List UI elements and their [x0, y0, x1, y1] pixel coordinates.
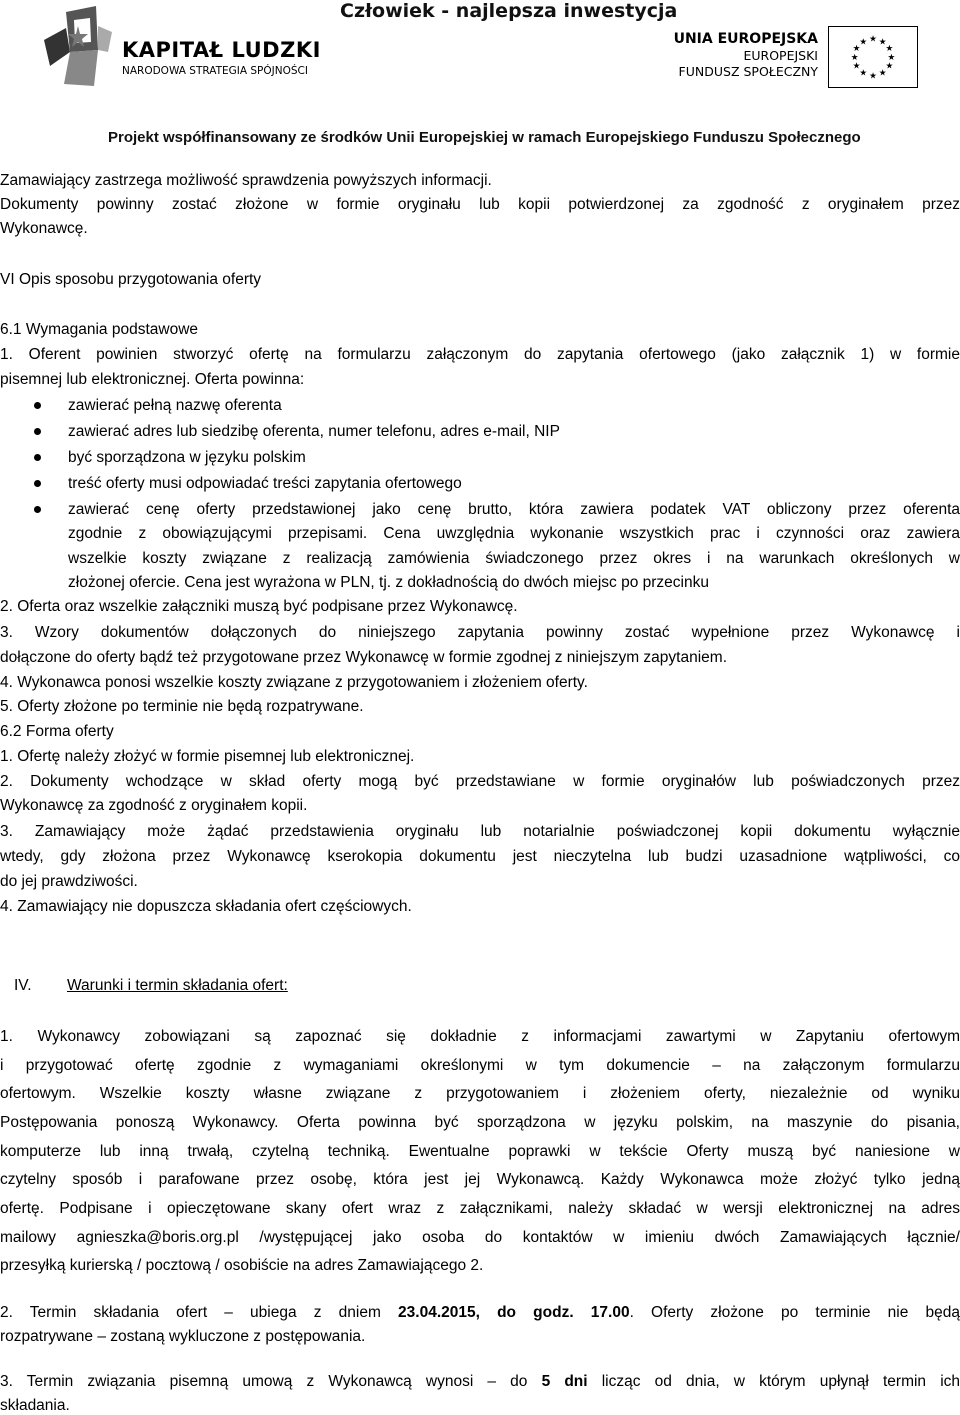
svg-text:★: ★	[878, 37, 887, 48]
list-item: zawierać pełną nazwę oferenta	[68, 397, 282, 414]
list-item-line: wszelkie koszty związane z realizacją zamówienia świadczonego przez okres i na warunkach określonych w	[68, 550, 960, 567]
subsection-heading: 6.1 Wymagania podstawowe	[0, 321, 199, 338]
paragraph-line: czytelny sposób i parafowane przez osobę, która jest jej Wykonawcą. Każdy Wykonawca może złożyć tylko jedną	[0, 1171, 960, 1188]
eu-line-1: UNIA EUROPEJSKA	[673, 31, 818, 47]
paragraph-line: 1. Ofertę należy złożyć w formie pisemnej lub elektronicznej.	[0, 748, 415, 765]
paragraph-line: 3. Zamawiający może żądać przedstawienia oryginału lub notarialnie poświadczonej kopii dokumentu wyłącznie	[0, 823, 960, 840]
paragraph-line	[0, 1303, 960, 1323]
paragraph-line: Postępowania ponoszą Wykonawcy. Oferta powinna być sporządzona w języku polskim, na maszynie do pisania,	[0, 1114, 960, 1131]
paragraph-line: 1. Wykonawcy zobowiązani są zapoznać się dokładnie z informacjami zawartymi w Zapytaniu ofertowym	[0, 1028, 960, 1045]
subsection-heading: 6.2 Forma oferty	[0, 723, 114, 740]
kapital-ludzki-subtitle: NARODOWA STRATEGIA SPÓJNOŚCI	[122, 65, 308, 77]
svg-text:★: ★	[878, 68, 887, 79]
svg-text:★: ★	[885, 61, 894, 72]
kapital-ludzki-title: KAPITAŁ LUDZKI	[122, 38, 321, 62]
svg-text:★: ★	[859, 68, 868, 79]
paragraph-line: wtedy, gdy złożona przez Wykonawcę kserokopia dokumentu jest nieczytelna lub budzi uzasadnione wątpliwości, co	[0, 848, 960, 865]
list-item-line: złożonej ofercie. Cena jest wyrażona w PLN, tj. z dokładnością do dwóch miejsc po przecinku	[68, 574, 709, 591]
eu-line-2: EUROPEJSKI	[743, 48, 818, 63]
paragraph-line: przesyłką kurierską / pocztową / osobiście na adres Zamawiającego 2.	[0, 1257, 484, 1274]
paragraph-line: do jej prawdziwości.	[0, 873, 138, 890]
section-heading: Warunki i termin składania ofert:	[67, 977, 288, 994]
bullet-icon	[34, 454, 41, 461]
binding-text-end: licząc od dnia, w którym upłynął termin ich	[587, 1373, 960, 1390]
binding-days: 5 dni	[541, 1373, 588, 1390]
binding-text-start: 3. Termin związania pisemną umową z Wykonawcą wynosi – do	[0, 1373, 542, 1390]
paragraph-line: dołączone do oferty bądź też przygotowane przez Wykonawcę w formie zgodnej z niniejszym zapytaniem.	[0, 649, 727, 666]
paragraph-line: 5. Oferty złożone po terminie nie będą rozpatrywane.	[0, 698, 364, 715]
paragraph-line: ofertę. Podpisane i opieczętowane skany ofert wraz z załącznikami, należy składać w wersji elektronicznej na adres	[0, 1200, 960, 1217]
paragraph-line: komputerze lub inną trwałą, czytelną techniką. Ewentualne poprawki w tekście Oferty muszą być naniesione w	[0, 1143, 960, 1160]
section-heading: VI Opis sposobu przygotowania oferty	[0, 271, 262, 288]
document-header	[0, 0, 960, 155]
paragraph-line: mailowy agnieszka@boris.org.pl /występującej jako osoba do kontaktów w imieniu dwóch Zamawiających łącznie/	[0, 1229, 960, 1246]
kapital-ludzki-logo-icon	[44, 6, 116, 86]
paragraph-line: Dokumenty powinny zostać złożone w formie oryginału lub kopii potwierdzonej za zgodność z oryginałem przez	[0, 196, 960, 213]
paragraph-line	[0, 1372, 960, 1392]
eu-flag-icon	[828, 26, 918, 88]
paragraph-line: ofertowym. Wszelkie koszty własne związane z przygotowaniem i złożeniem oferty, niezależnie od wyniku	[0, 1085, 960, 1102]
svg-text:★: ★	[850, 52, 859, 63]
paragraph-line: składania.	[0, 1397, 70, 1414]
deadline-date: 23.04.2015, do godz. 17.00	[398, 1304, 630, 1321]
bullet-icon	[34, 428, 41, 435]
paragraph-line: Wykonawcę.	[0, 220, 88, 237]
paragraph-line: 4. Wykonawca ponosi wszelkie koszty związane z przygotowaniem i złożeniem oferty.	[0, 674, 588, 691]
list-item: zawierać adres lub siedzibę oferenta, numer telefonu, adres e-mail, NIP	[68, 423, 560, 440]
svg-text:★: ★	[885, 44, 894, 55]
paragraph-line: Wykonawcę za zgodność z oryginałem kopii.	[0, 797, 308, 814]
paragraph-line: pisemnej lub elektronicznej. Oferta powinna:	[0, 371, 305, 388]
svg-text:★: ★	[852, 44, 861, 55]
paragraph-line: Zamawiający zastrzega możliwość sprawdzenia powyższych informacji.	[0, 172, 492, 189]
svg-text:★: ★	[852, 61, 861, 72]
svg-text:★: ★	[869, 71, 877, 82]
paragraph-line: 4. Zamawiający nie dopuszcza składania ofert częściowych.	[0, 898, 412, 915]
svg-text:★: ★	[869, 34, 877, 45]
bullet-icon	[34, 480, 41, 487]
paragraph-line: 2. Dokumenty wchodzące w skład oferty mogą być przedstawiane w formie oryginałów lub poświadczonych przez	[0, 773, 960, 790]
paragraph-line: 2. Oferta oraz wszelkie załączniki muszą być podpisane przez Wykonawcę.	[0, 598, 518, 615]
list-item: zawierać cenę oferty przedstawionej jako cenę brutto, która zawiera podatek VAT obliczony przez oferenta	[68, 501, 960, 518]
project-cofinancing-note: Projekt współfinansowany ze środków Unii Europejskiej w ramach Europejskiego Funduszu Społecznego	[108, 129, 861, 146]
list-item: być sporządzona w języku polskim	[68, 449, 306, 466]
eu-fund-label	[674, 31, 818, 80]
paragraph-line: 3. Wzory dokumentów dołączonych do niniejszego zapytania powinny zostać wypełnione przez Wykonawcę i	[0, 624, 960, 641]
paragraph-line: 1. Oferent powinien stworzyć ofertę na formularzu załączonym do zapytania ofertowego (jako załącznik 1) w formie	[0, 346, 960, 363]
paragraph-line: i przygotować ofertę zgodnie z wymaganiami określonymi w tym dokumencie – na załączonym formularzu	[0, 1057, 960, 1074]
deadline-text-start: 2. Termin składania ofert – ubiega z dniem	[0, 1304, 399, 1321]
eu-line-3: FUNDUSZ SPOŁECZNY	[678, 64, 818, 79]
list-item: treść oferty musi odpowiadać treści zapytania ofertowego	[68, 475, 462, 492]
svg-text:★: ★	[859, 37, 868, 48]
bullet-icon	[34, 506, 41, 513]
paragraph-line: rozpatrywane – zostaną wykluczone z postępowania.	[0, 1328, 366, 1345]
deadline-text-end: . Oferty złożone po terminie nie będą	[629, 1304, 960, 1321]
list-item-line: zgodnie z obowiązującymi przepisami. Cena uwzględnia wykonanie wszystkich prac i czynności oraz zawiera	[68, 525, 960, 542]
section-number: IV.	[14, 977, 32, 994]
svg-text:★: ★	[887, 52, 896, 63]
header-tagline: Człowiek - najlepsza inwestycja	[340, 0, 678, 22]
bullet-icon	[34, 402, 41, 409]
